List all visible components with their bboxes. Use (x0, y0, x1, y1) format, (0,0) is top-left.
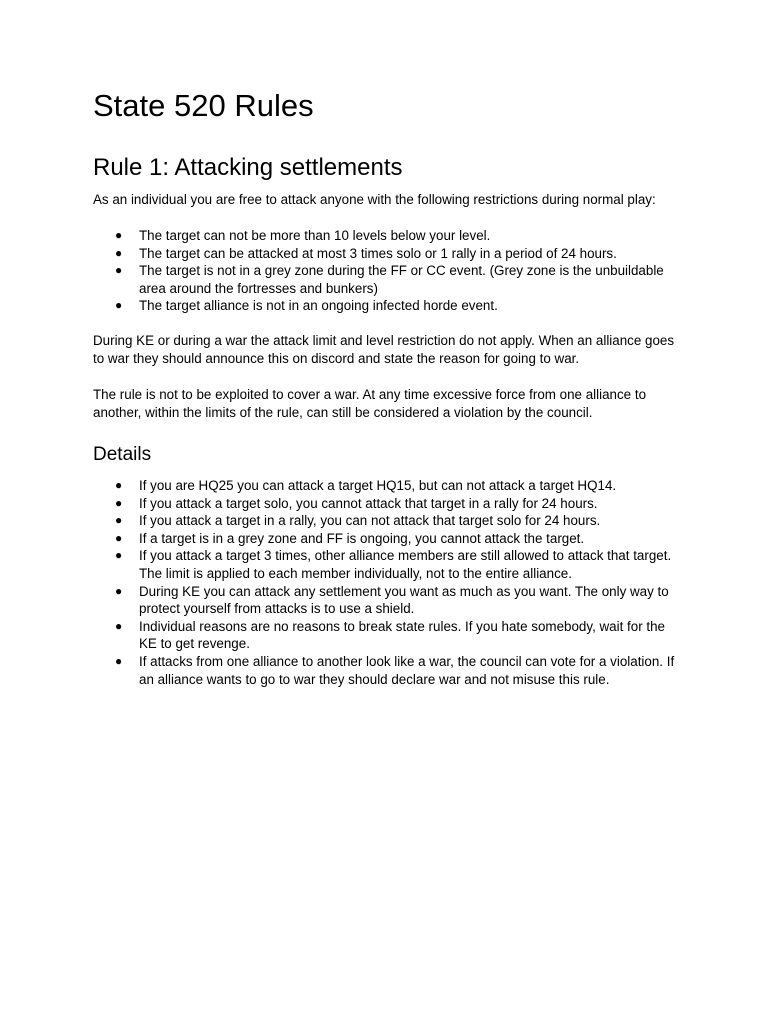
list-item-text: Individual reasons are no reasons to break state rules. If you hate somebody, wait for the KE to get revenge. (139, 618, 666, 652)
bullet-icon: ● (115, 263, 123, 278)
restrictions-list (93, 227, 683, 315)
bullet-icon: ● (115, 583, 123, 598)
bullet-icon: ● (115, 618, 123, 633)
list-item (93, 477, 683, 495)
bullet-icon: ● (115, 513, 123, 528)
list-item (93, 227, 683, 245)
list-item (93, 297, 683, 315)
list-item-text: If you attack a target solo, you cannot attack that target in a rally for 24 hours. (139, 495, 598, 511)
list-item (93, 583, 683, 618)
list-item-text: The target can not be more than 10 levels below your level. (139, 228, 491, 243)
list-item-text: If you are HQ25 you can attack a target HQ15, but can not attack a target HQ14. (139, 478, 617, 493)
bullet-icon: ● (115, 245, 123, 260)
list-item (93, 245, 683, 263)
document-title: State 520 Rules (93, 88, 314, 123)
details-list (93, 477, 683, 688)
list-item (93, 618, 683, 653)
list-item-text: The target can be attacked at most 3 times solo or 1 rally in a period of 24 hours. (139, 245, 617, 261)
list-item-text: The target is not in a grey zone during the FF or CC event. (Grey zone is the unbuildable area around the fortresses and bunkers) (139, 263, 664, 296)
list-item (93, 262, 683, 297)
details-heading: Details (93, 444, 152, 465)
list-item (93, 512, 683, 530)
bullet-icon: ● (115, 298, 123, 313)
list-item (93, 547, 683, 582)
list-item-text: If you attack a target 3 times, other alliance members are still allowed to attack that target. The limit is applied to each member individually, not to the entire alliance. (139, 548, 672, 581)
list-item-text: If attacks from one alliance to another look like a war, the council can vote for a violation. If an alliance wants to go to war they should declare war and not misuse this rule. (139, 653, 675, 687)
bullet-icon: ● (115, 495, 123, 510)
list-item-text: If a target is in a grey zone and FF is ongoing, you cannot attack the target. (139, 530, 585, 546)
bullet-icon: ● (115, 548, 123, 563)
list-item-text: During KE you can attack any settlement you want as much as you want. The only way to protect yourself from attacks is to use a shield. (139, 583, 669, 617)
exploit-paragraph: The rule is not to be exploited to cover a war. At any time excessive force from one alliance to another, within the limits of the rule, can still be considered a violation by the council. (93, 387, 647, 420)
rule1-heading: Rule 1: Attacking settlements (93, 154, 403, 181)
bullet-icon: ● (115, 653, 123, 668)
list-item-text: The target alliance is not in an ongoing infected horde event. (139, 298, 498, 314)
list-item-text: If you attack a target in a rally, you can not attack that target solo for 24 hours. (139, 513, 601, 529)
rule1-intro-paragraph: As an individual you are free to attack anyone with the following restrictions during normal play: (93, 192, 656, 207)
war-paragraph: During KE or during a war the attack limit and level restriction do not apply. When an alliance goes to war they should announce this on discord and state the reason for going to war. (93, 333, 675, 366)
list-item (93, 530, 683, 548)
bullet-icon: ● (115, 478, 123, 492)
bullet-icon: ● (115, 228, 123, 242)
list-item (93, 495, 683, 513)
bullet-icon: ● (115, 530, 123, 545)
list-item (93, 653, 683, 688)
